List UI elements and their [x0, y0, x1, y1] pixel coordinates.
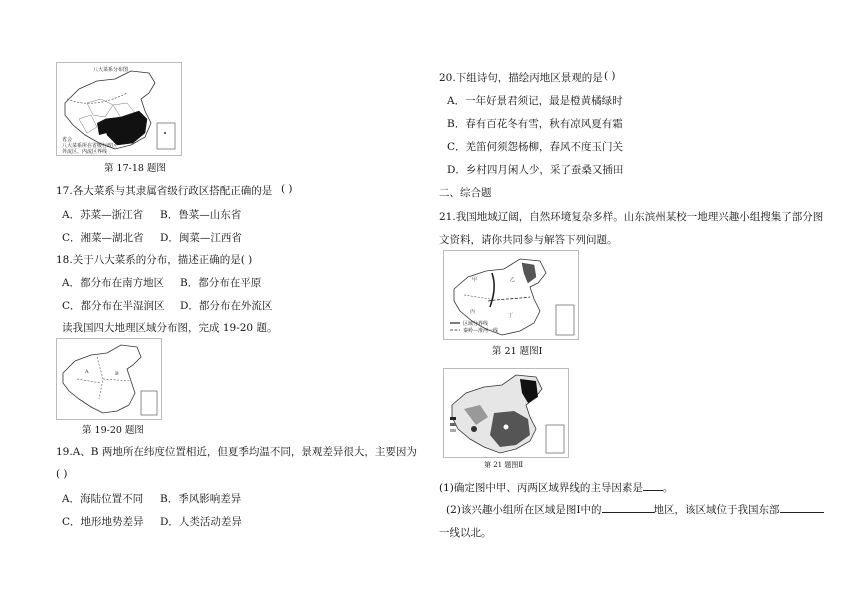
q21-sub2-cont: 一线以北。	[439, 527, 492, 539]
q20-option-c[interactable]: C．羌笛何须怨杨柳，春风不度玉门关	[447, 141, 624, 153]
regions-map-drawing	[57, 339, 161, 419]
q21-map-2	[443, 368, 569, 458]
q19-option-c[interactable]: C．地形地势差异	[62, 516, 144, 528]
cuisine-map-legend-3: 外流区、内流区界线	[62, 149, 108, 155]
q18-option-c[interactable]: C．都分布在半湿润区	[62, 300, 165, 312]
q21-sub1	[439, 480, 673, 495]
q21-map-2-drawing	[444, 369, 568, 457]
regions-map	[56, 338, 162, 420]
q21-map-1-caption: 第 21 题图Ⅰ	[492, 346, 543, 357]
q21-sub2	[446, 502, 824, 517]
q21-map-1-legend-2: 秦岭—淮河一线	[463, 328, 499, 334]
q18-stem: 18.关于八大菜系的分布，描述正确的是( )	[56, 254, 253, 266]
q18-option-b[interactable]: B．都分布在平原	[180, 277, 262, 289]
cuisine-map	[56, 62, 182, 156]
svg-text:丁: 丁	[508, 313, 514, 319]
q21-sub2-line-blank[interactable]	[780, 503, 824, 513]
q20-option-b[interactable]: B．春有百花冬有雪，秋有凉风夏有霜	[447, 118, 623, 130]
cuisine-map-legend-1: 省会	[62, 137, 73, 143]
q21-sub1-answer-blank[interactable]	[643, 481, 663, 491]
cuisine-map-caption: 第 17-18 题图	[104, 163, 166, 174]
q20-stem: 20.下组诗句，描绘丙地区景观的是	[439, 72, 603, 84]
q19-option-a[interactable]: A．海陆位置不同	[62, 493, 144, 505]
svg-text:A: A	[85, 369, 89, 375]
q17-option-d[interactable]: D．闽菜—江西省	[160, 232, 242, 244]
cuisine-map-title: 八大菜系分布图	[93, 67, 129, 73]
q17-option-b[interactable]: B．鲁菜—山东省	[160, 209, 242, 221]
q21-sub1-end: 。	[662, 482, 674, 494]
q21-map-1-legend-1: 区域分界线	[463, 321, 489, 327]
q19-stem: 19.A、B 两地所在纬度位置相近，但夏季均温不同，景观差异很大，主要因为	[56, 446, 417, 458]
q20-bracket: ( )	[604, 70, 616, 82]
intro-19-20: 读我国四大地理区域分布图，完成 19-20 题。	[62, 322, 278, 334]
q21-sub2-region-blank[interactable]	[602, 503, 654, 513]
q21-map-2-caption: 第 21 题图Ⅱ	[484, 461, 524, 469]
q21-map-1	[443, 250, 579, 340]
q18-option-d[interactable]: D．都分布在外流区	[180, 300, 273, 312]
q17-bracket: ( )	[281, 183, 293, 195]
q20-option-d[interactable]: D．乡村四月闲人少，采了蚕桑又插田	[447, 164, 624, 176]
q21-sub1-text: (1)确定图中甲、丙两区域界线的主导因素是	[439, 482, 643, 494]
cuisine-map-legend-2: 八大菜系所在省级行政区	[62, 143, 118, 149]
q17-stem: 17.各大菜系与其隶属省级行政区搭配正确的是	[56, 185, 273, 197]
svg-text:丙: 丙	[470, 309, 476, 315]
q18-option-a[interactable]: A．都分布在南方地区	[62, 277, 165, 289]
q19-option-d[interactable]: D．人类活动差异	[160, 516, 242, 528]
svg-text:B: B	[115, 371, 119, 377]
q21-line-1: 21.我国地域辽阔，自然环境复杂多样。山东滨州某校一地理兴趣小组搜集了部分图	[439, 211, 824, 223]
q17-option-c[interactable]: C．湘菜—湖北省	[62, 232, 144, 244]
q19-bracket: ( )	[56, 468, 68, 480]
svg-text:甲: 甲	[472, 277, 478, 283]
q20-option-a[interactable]: A．一年好景君须记，最是橙黄橘绿时	[447, 95, 623, 107]
q17-option-a[interactable]: A．苏菜—浙江省	[62, 209, 144, 221]
q21-line-2: 文资料，请你共同参与解答下列问题。	[439, 234, 618, 246]
section-2-heading: 二、综合题	[439, 187, 492, 199]
q21-sub2-text-2: 地区，该区域位于我国东部	[653, 504, 780, 516]
svg-text:乙: 乙	[510, 277, 516, 283]
q19-option-b[interactable]: B．季风影响差异	[160, 493, 242, 505]
q21-sub2-text: (2)该兴趣小组所在区域是图Ⅰ中的	[446, 504, 602, 516]
regions-map-caption: 第 19-20 题图	[82, 425, 144, 436]
